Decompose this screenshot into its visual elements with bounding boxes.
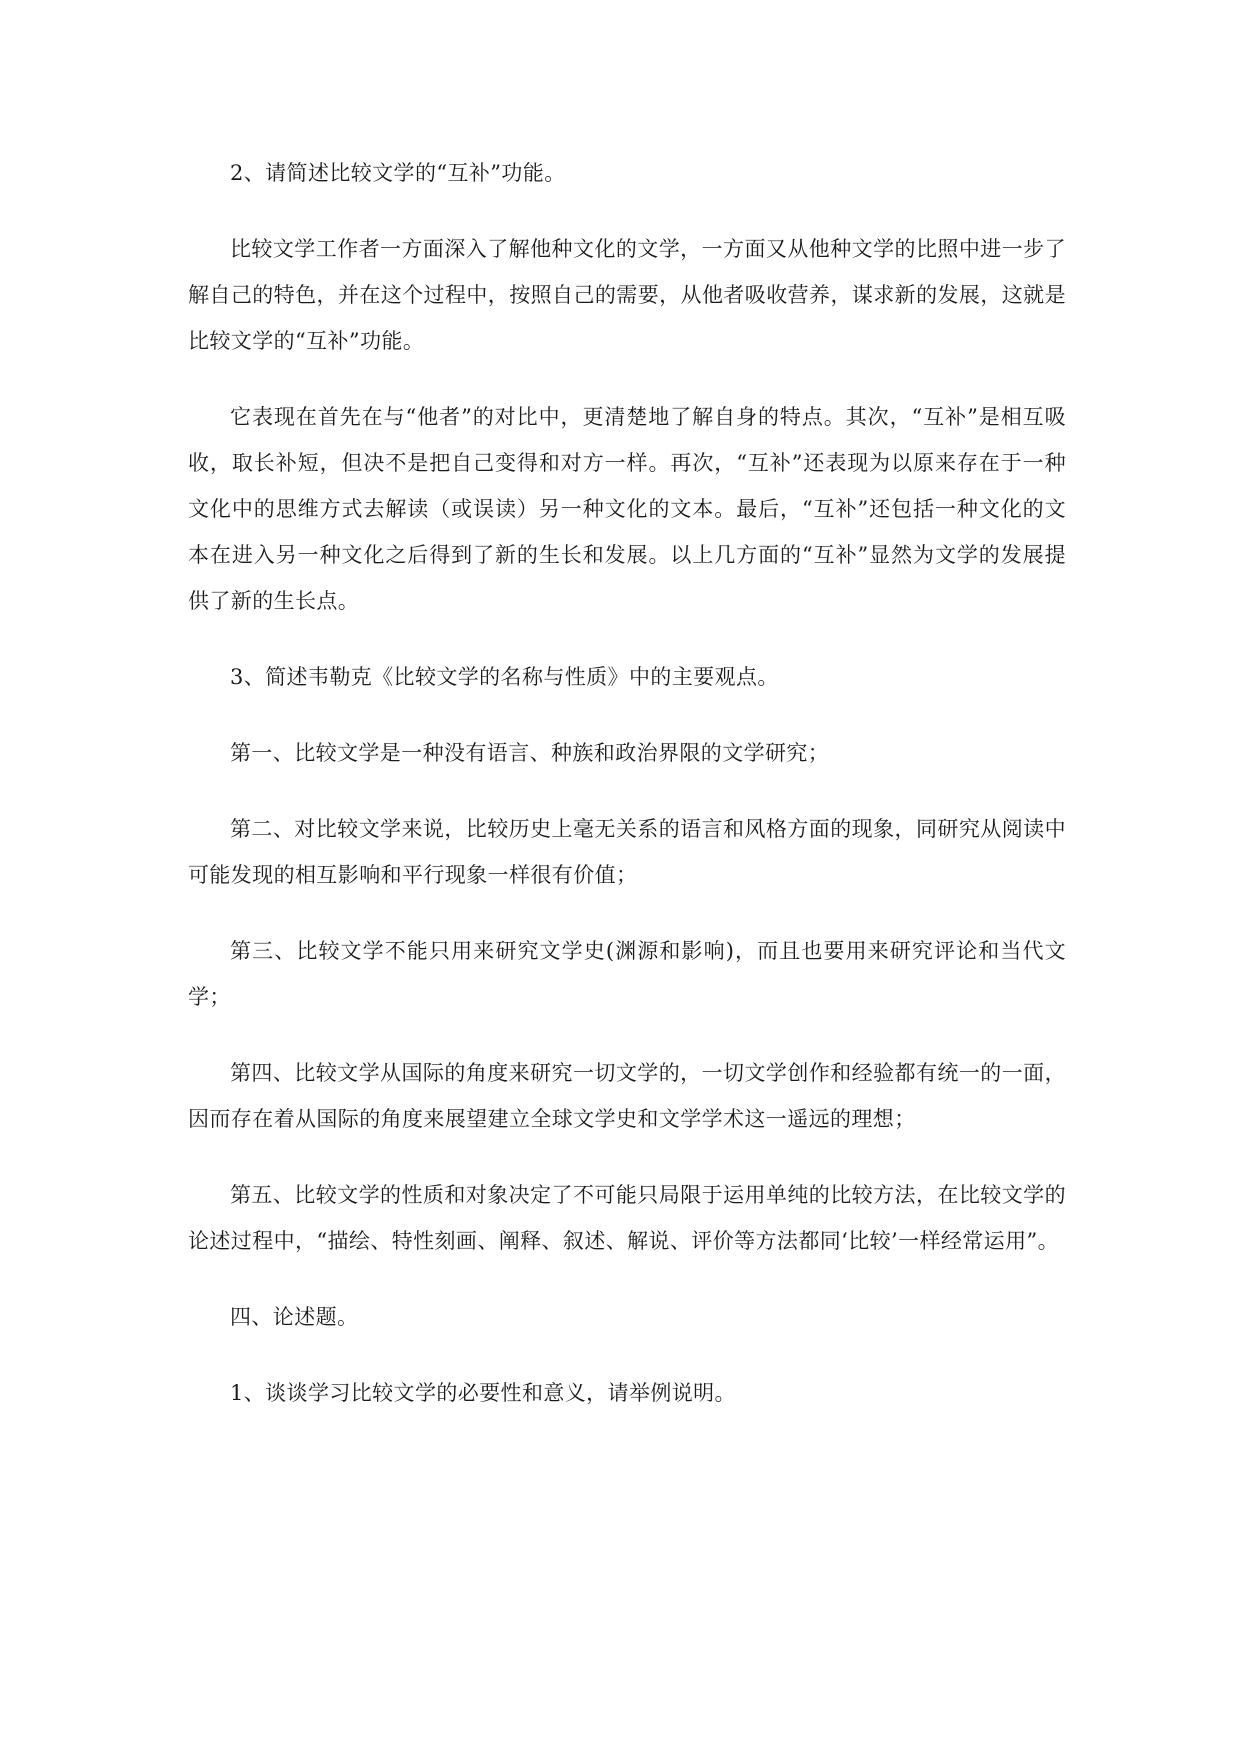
answer-paragraph: 比较文学工作者一方面深入了解他种文化的文学，一方面又从他种文学的比照中进一步了解自己的特色，并在这个过程中，按照自己的需要，从他者吸收营养，谋求新的发展，这就是比较文学的“互补”功能。 (188, 237, 1066, 353)
question-heading-3: 3、简述韦勒克《比较文学的名称与性质》中的主要观点。 (230, 665, 779, 689)
document-body (188, 150, 1066, 1446)
question-heading-1: 1、谈谈学习比较文学的必要性和意义，请举例说明。 (230, 1381, 736, 1405)
point-paragraph: 第五、比较文学的性质和对象决定了不可能只局限于运用单纯的比较方法，在比较文学的论述过程中，“描绘、特性刻画、阐释、叙述、解说、评价等方法都同‘比较’一样经常运用”。 (188, 1183, 1066, 1253)
point-paragraph: 第四、比较文学从国际的角度来研究一切文学的，一切文学创作和经验都有统一的一面，因而存在着从国际的角度来展望建立全球文学史和文学学术这一遥远的理想； (188, 1061, 1066, 1131)
point-paragraph: 第三、比较文学不能只用来研究文学史(渊源和影响)，而且也要用来研究评论和当代文学； (188, 939, 1066, 1009)
point-paragraph: 第二、对比较文学来说，比较历史上毫无关系的语言和风格方面的现象，同研究从阅读中可能发现的相互影响和平行现象一样很有价值； (188, 817, 1066, 887)
point-paragraph: 第一、比较文学是一种没有语言、种族和政治界限的文学研究； (230, 741, 830, 765)
section-heading: 四、论述题。 (230, 1305, 359, 1329)
answer-paragraph: 它表现在首先在与“他者”的对比中，更清楚地了解自身的特点。其次，“互补”是相互吸收，取长补短，但决不是把自己变得和对方一样。再次，“互补”还表现为以原来存在于一种文化中的思维方式去解读（或误读）另一种文化的文本。最后，“互补”还包括一种文化的文本在进入另一种文化之后得到了新的生长和发展。以上几方面的“互补”显然为文学的发展提供了新的生长点。 (188, 405, 1066, 613)
question-heading-2: 2、请简述比较文学的“互补”功能。 (230, 161, 566, 185)
